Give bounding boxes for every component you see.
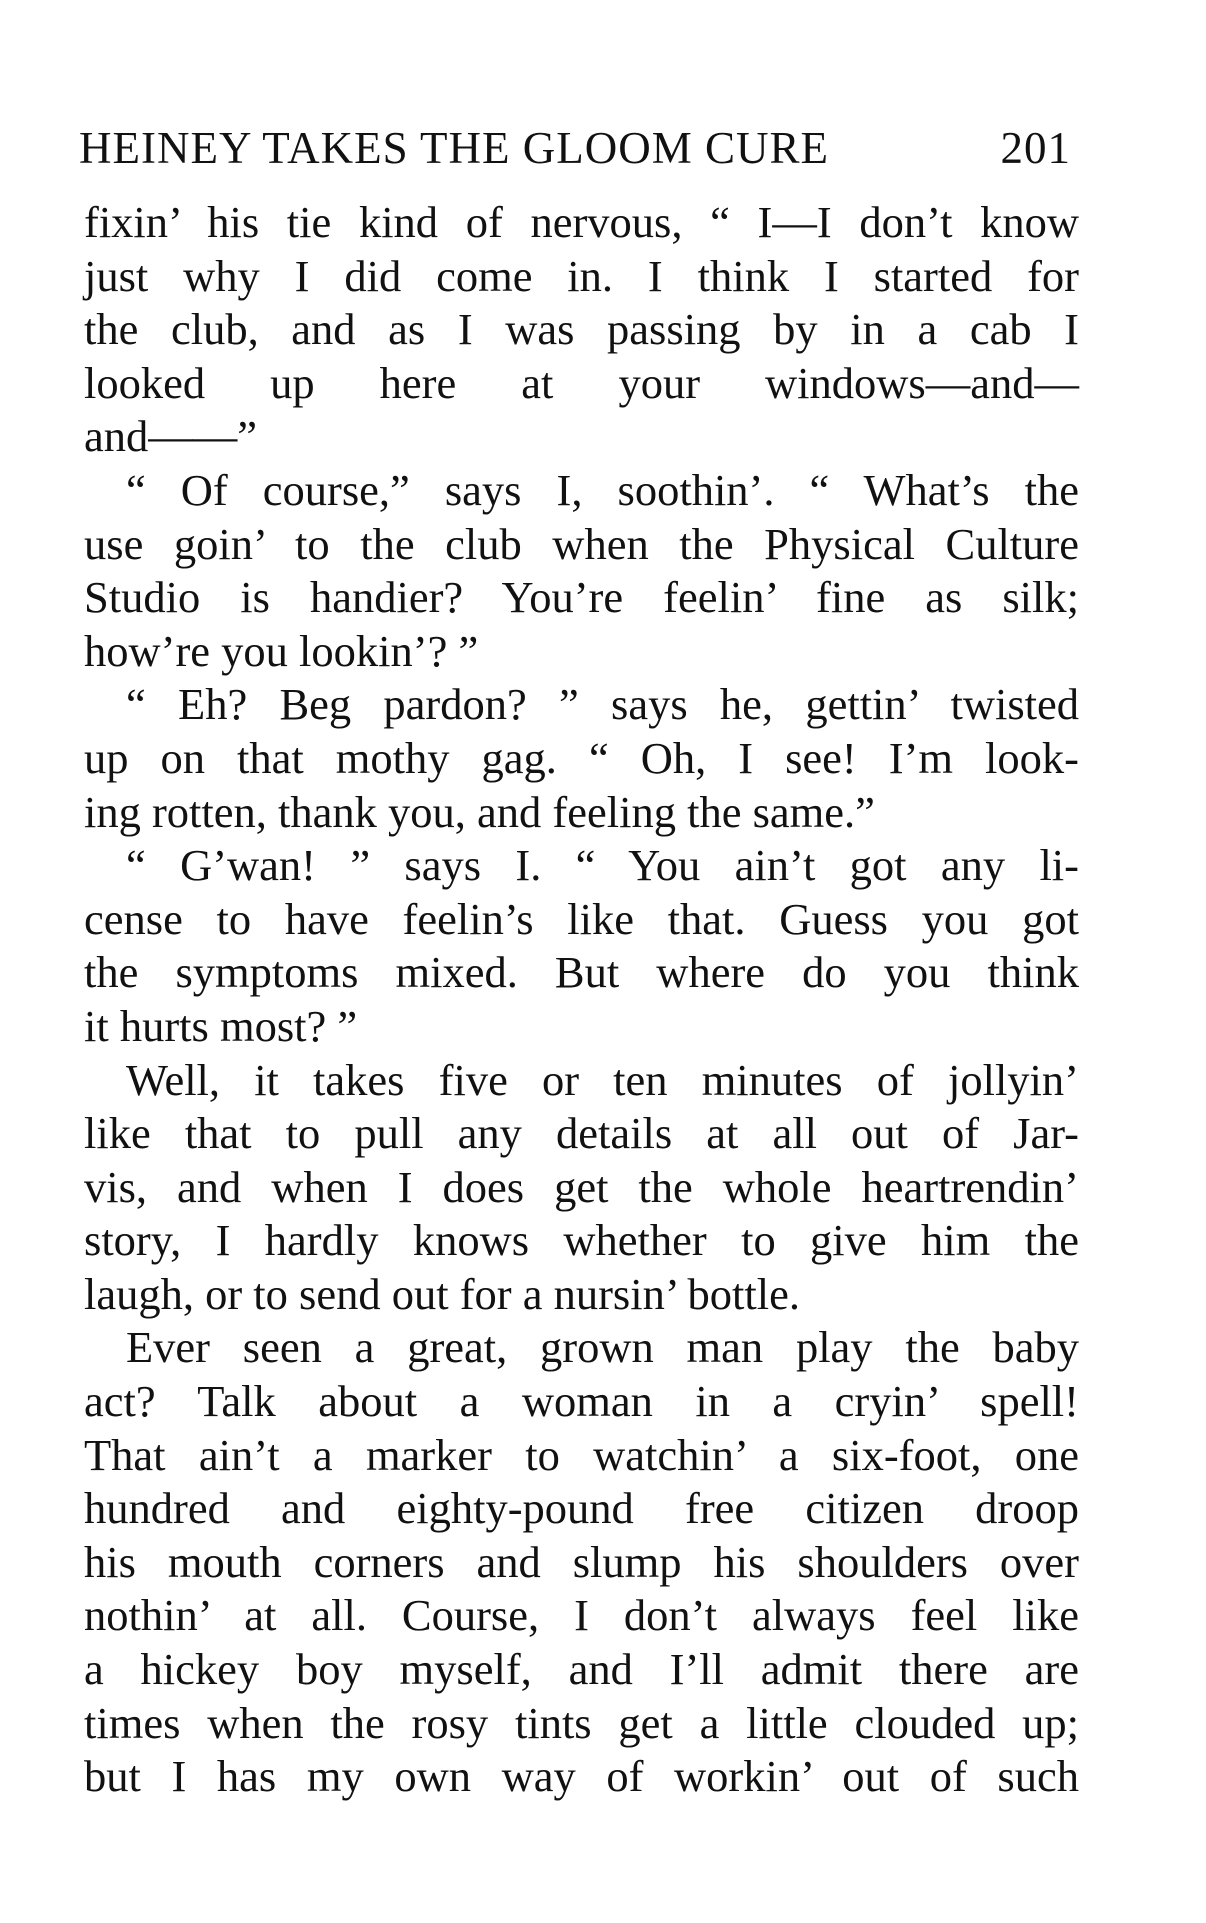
text-line: laugh, or to send out for a nursin’ bottle. xyxy=(84,1268,800,1319)
running-head xyxy=(79,118,1079,178)
text-line: Ever seen a great, grown man play the baby xyxy=(126,1322,1079,1373)
text-line: the symptoms mixed. But where do you think xyxy=(84,947,1079,998)
text-line: hundred and eighty-pound free citizen droop xyxy=(84,1483,1079,1534)
text-line: the club, and as I was passing by in a cab I xyxy=(84,304,1079,355)
text-line: a hickey boy myself, and I’ll admit there are xyxy=(84,1644,1079,1695)
text-line: “ Eh? Beg pardon? ” says he, gettin’ twisted xyxy=(126,679,1079,730)
text-line: act? Talk about a woman in a cryin’ spell! xyxy=(84,1376,1079,1427)
text-line: just why I did come in. I think I started for xyxy=(84,250,1079,301)
text-line: and——” xyxy=(84,411,258,462)
page-number: 201 xyxy=(1000,123,1071,173)
text-line: cense to have feelin’s like that. Guess you got xyxy=(84,893,1079,944)
text-line: Studio is handier? You’re feelin’ fine as silk; xyxy=(84,572,1079,623)
body-text xyxy=(84,196,1079,1804)
text-line: “ Of course,” says I, soothin’. “ What’s the xyxy=(126,464,1079,515)
text-line: up on that mothy gag. “ Oh, I see! I’m look- xyxy=(84,732,1079,783)
text-line: it hurts most? ” xyxy=(84,1000,358,1051)
text-line: ing rotten, thank you, and feeling the same.” xyxy=(84,786,875,837)
text-line: use goin’ to the club when the Physical Culture xyxy=(84,518,1079,569)
text-line: fixin’ his tie kind of nervous, “ I—I don’t know xyxy=(84,197,1079,247)
text-line: “ G’wan! ” says I. “ You ain’t got any li- xyxy=(126,840,1079,891)
text-line: story, I hardly knows whether to give him the xyxy=(84,1215,1079,1266)
text-line: nothin’ at all. Course, I don’t always feel like xyxy=(84,1590,1079,1641)
text-line: looked up here at your windows—and— xyxy=(84,357,1079,408)
text-line: times when the rosy tints get a little clouded up; xyxy=(84,1697,1079,1748)
running-head-title: HEINEY TAKES THE GLOOM CURE xyxy=(79,123,830,173)
text-line: Well, it takes five or ten minutes of jollyin’ xyxy=(126,1054,1079,1105)
text-line: like that to pull any details at all out of Jar- xyxy=(84,1108,1079,1159)
text-line: That ain’t a marker to watchin’ a six-foot, one xyxy=(84,1429,1079,1480)
text-line: his mouth corners and slump his shoulders over xyxy=(84,1536,1079,1587)
text-line: how’re you lookin’? ” xyxy=(84,625,479,676)
text-line: but I has my own way of workin’ out of such xyxy=(84,1751,1079,1802)
text-line: vis, and when I does get the whole heartrendin’ xyxy=(84,1161,1079,1212)
